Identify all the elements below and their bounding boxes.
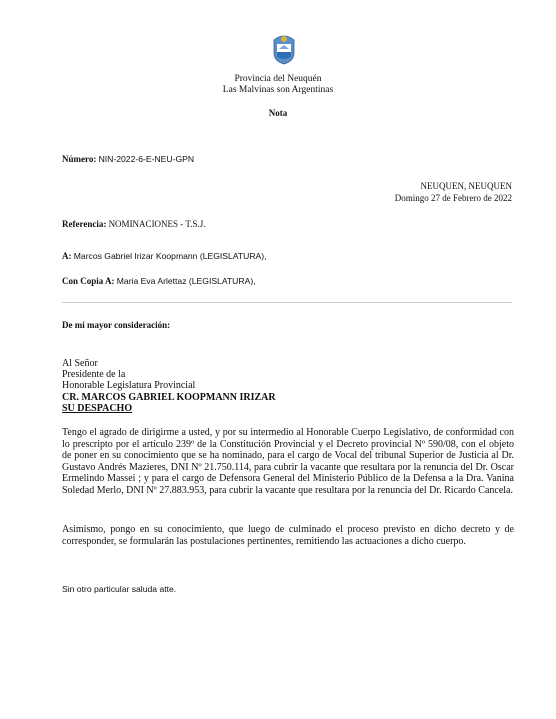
referencia-value: NOMINACIONES - T.S.J. <box>108 219 206 229</box>
a-label: A: <box>62 251 72 261</box>
place: NEUQUEN, NEUQUEN <box>420 181 512 191</box>
document-type: Nota <box>268 108 288 118</box>
numero-label: Número: <box>62 154 97 164</box>
recipient-row <box>62 251 267 262</box>
divider <box>62 302 512 303</box>
numero-value: NIN-2022-6-E-NEU-GPN <box>98 154 195 164</box>
a-value: Marcos Gabriel Irizar Koopmann (LEGISLATURA), <box>73 251 267 261</box>
numero-row <box>62 154 194 165</box>
province-crest-icon <box>271 33 297 65</box>
referencia-row <box>62 219 205 230</box>
recipient-name: CR. MARCOS GABRIEL KOOPMANN IRIZAR <box>62 391 276 403</box>
date: Domingo 27 de Febrero de 2022 <box>394 193 512 203</box>
recipient-block <box>62 358 276 414</box>
paragraph-text: Tengo el agrado de dirigirme a usted, y por su intermedio al Honorable Cuerpo Legislativo, de conformidad con lo prescripto por el artículo 239º de la Constitución Provincial y el Decreto provincial Nº 590/08, con el objeto de poner en su conocimiento que se ha nominado, para el cargo de Vocal del tribunal Superior de Justicia al Dr. Gustavo Andrés Mazieres, DNI Nº 21.750.114, para cubrir la vacante que resultara por la renuncia del Dr. Oscar Ermelindo Massei ; y para el cargo de Defensora General del Ministerio Público de la Defensa a la Dra. Vanina Soledad Merlo, DNI Nº 27.883.953, para cubrir la vacante que resultara por la renuncia del Dr. Ricardo Cancela. <box>62 427 514 496</box>
paragraph-text: Asimismo, pongo en su conocimiento, que luego de culminado el proceso previsto en dicho decreto y de corresponder, se formularán las postulaciones pertinentes, remitiendo las actuaciones a dicho cuerpo. <box>62 524 514 547</box>
motto: Las Malvinas son Argentinas <box>222 85 334 95</box>
referencia-label: Referencia: <box>62 219 107 229</box>
copia-label: Con Copia A: <box>62 276 115 286</box>
recipient-line-1: Al Señor <box>62 358 98 369</box>
body-paragraph-2 <box>62 524 514 547</box>
salutation: De mi mayor consideración: <box>62 320 171 330</box>
body-paragraph-1 <box>62 427 514 497</box>
closing: Sin otro particular saluda atte. <box>62 584 177 594</box>
province-name: Provincia del Neuquén <box>234 74 322 84</box>
recipient-line-2: Presidente de la <box>62 369 126 381</box>
recipient-line-3: Honorable Legislatura Provincial <box>62 380 196 392</box>
copia-value: Maria Eva Arlettaz (LEGISLATURA), <box>116 276 256 286</box>
copy-row <box>62 276 256 287</box>
recipient-office: SU DESPACHO <box>62 402 133 414</box>
